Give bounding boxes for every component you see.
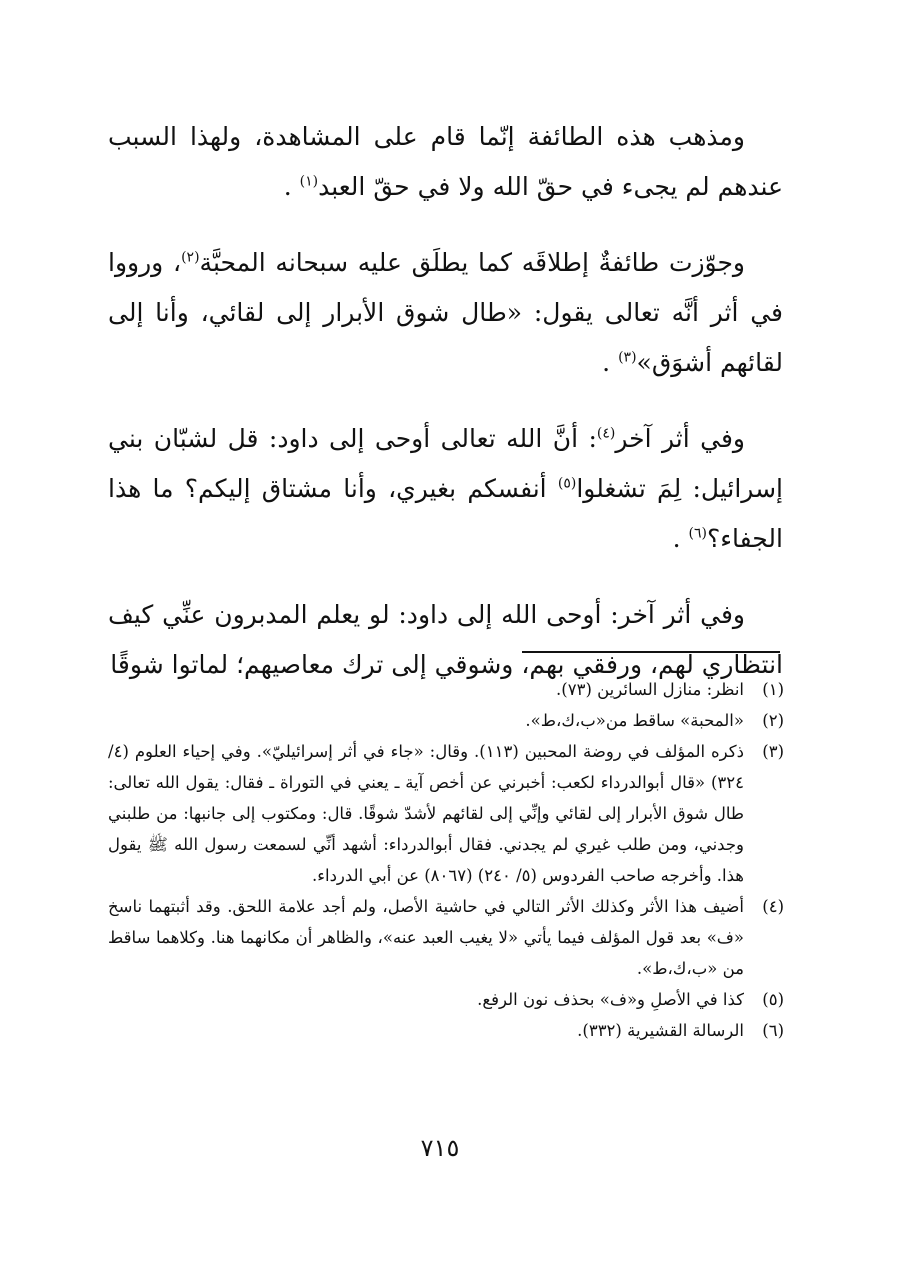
- footnote-text: كذا في الأصلِ و«ف» بحذف نون الرفع.: [477, 990, 744, 1009]
- footnote-5: [108, 984, 784, 1015]
- footnote-number: (١): [762, 680, 784, 699]
- paragraph-text: ، ورووا في أثر أنَّه تعالى يقول: «طال شوق الأبرار إلى لقائي، وأنا إلى لقائهم أشوَق»: [108, 248, 783, 377]
- paragraph-text: وفي أثر آخر: [615, 424, 745, 453]
- footnote-ref: (٥): [557, 475, 577, 492]
- footnote-ref: (٦): [688, 525, 707, 542]
- footnote-ref: (١): [299, 173, 319, 190]
- footnote-text: «المحبة» ساقط من«ب،ك،ط».: [525, 711, 744, 730]
- paragraph-1: [108, 112, 783, 212]
- paragraph-2: [108, 238, 783, 388]
- paragraph-text: أنفسكم بغيري، وأنا مشتاق إليكم؟ ما هذا الجفاء؟: [108, 474, 783, 553]
- footnote-text: ذكره المؤلف في روضة المحبين (١١٣). وقال: «جاء في أثر إسرائيليّ». وفي إحياء العلوم (٤/ ٣٢٤) «قال أبوالدرداء لكعب: أخبرني عن أخص آية ـ يعني في التوراة ـ فقال: يقول الله تعالى: طال شوق الأبرار إلى لقائي وإنِّي إلى لقائهم لأشدّ شوقًا. قال: ومكتوب إلى جانبها: من طلبني وجدني، ومن طلب غيري لم يجدني. فقال أبوالدرداء: أشهد أنِّي لسمعت رسول الله ﷺ يقول هذا. وأخرجه صاحب الفردوس (٥/ ٢٤٠) (٨٠٦٧) عن أبي الدرداء.: [108, 742, 744, 885]
- footnotes: [108, 674, 784, 1046]
- page-number: ٧١٥: [420, 1134, 460, 1162]
- paragraph-text: : أنَّ الله تعالى أوحى إلى داود: قل لشبّان بني إسرائيل: لِمَ تشغلوا: [108, 424, 783, 503]
- footnote-ref: (٤): [596, 425, 616, 442]
- footnote-3: [108, 736, 784, 891]
- main-text: [108, 112, 783, 716]
- footnote-6: [108, 1015, 784, 1046]
- footnote-ref: (٣): [618, 349, 637, 366]
- footnote-number: (٢): [762, 711, 784, 730]
- paragraph-text: .: [283, 172, 300, 201]
- paragraph-text: وفي أثر آخر: أوحى الله إلى داود: لو يعلم المدبرون عنِّي كيف انتظاري لهم، ورفقي بهم، وشوقي إلى ترك معاصيهم؛ لماتوا شوقًا: [108, 600, 783, 679]
- paragraph-text: .: [672, 524, 689, 553]
- footnote-text: الرسالة القشيرية (٣٣٢).: [577, 1021, 744, 1040]
- footnote-4: [108, 891, 784, 984]
- footnote-2: [108, 705, 784, 736]
- footnote-number: (٤): [762, 897, 784, 916]
- footnote-text: انظر: منازل السائرين (٧٣).: [556, 680, 744, 699]
- footnote-1: [108, 674, 784, 705]
- paragraph-text: وجوّزت طائفةٌ إطلاقَه كما يطلَق عليه سبحانه المحبَّة: [199, 248, 745, 277]
- footnote-number: (٥): [762, 990, 784, 1009]
- footnote-ref: (٢): [181, 249, 200, 266]
- footnote-separator: [522, 651, 780, 653]
- paragraph-text: .: [602, 348, 619, 377]
- footnote-text: أضيف هذا الأثر وكذلك الأثر التالي في حاشية الأصل، ولم أجد علامة اللحق. وقد أثبتهما ناسخ «ف» بعد قول المؤلف فيما يأتي «لا يغيب العبد عنه»، والظاهر أن مكانهما هنا. وكلاهما ساقط من «ب،ك،ط».: [108, 897, 744, 978]
- paragraph-3: [108, 414, 783, 564]
- footnote-number: (٣): [762, 742, 784, 761]
- paragraph-text: ومذهب هذه الطائفة إنّما قام على المشاهدة، ولهذا السبب عندهم لم يجىء في حقّ الله ولا في حقّ العبد: [108, 122, 783, 201]
- footnote-number: (٦): [762, 1021, 784, 1040]
